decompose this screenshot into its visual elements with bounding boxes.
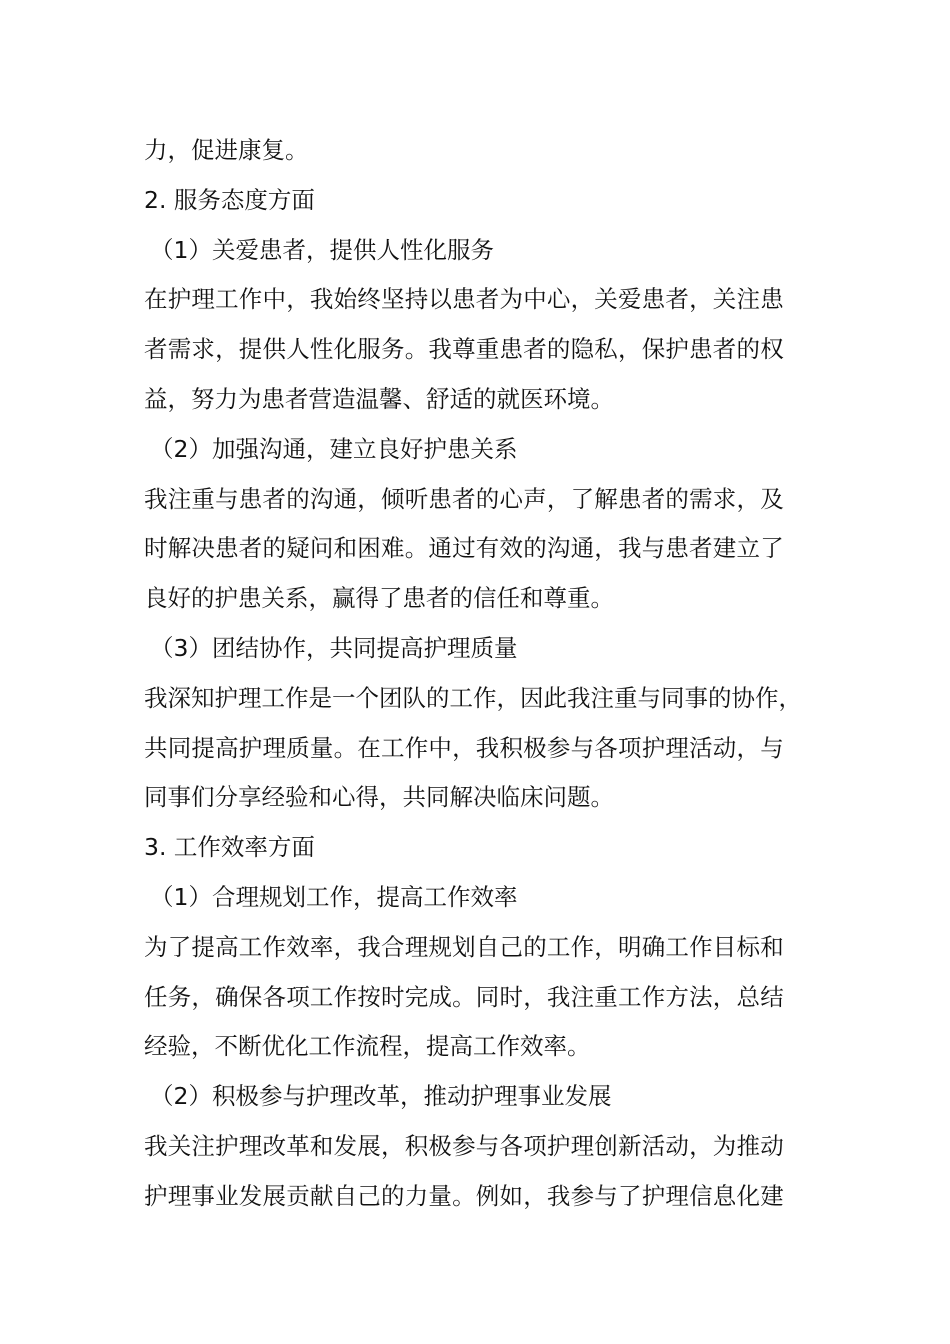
subsection-heading: （2）积极参与护理改革，推动护理事业发展 bbox=[150, 1082, 612, 1111]
paragraph-line: 我深知护理工作是一个团队的工作，因此我注重与同事的协作， bbox=[144, 683, 802, 712]
paragraph-line: 同事们分享经验和心得，共同解决临床问题。 bbox=[144, 783, 614, 812]
paragraph-line: 为了提高工作效率，我合理规划自己的工作，明确工作目标和 bbox=[144, 932, 784, 961]
document-body bbox=[144, 126, 824, 1222]
paragraph-line: 益，努力为患者营造温馨、舒适的就医环境。 bbox=[144, 384, 614, 413]
section-heading: 3. 工作效率方面 bbox=[144, 833, 315, 862]
subsection-heading: （2）加强沟通，建立良好护患关系 bbox=[150, 434, 518, 463]
paragraph-line: 力，促进康复。 bbox=[144, 136, 309, 164]
paragraph-line: 经验，不断优化工作流程，提高工作效率。 bbox=[144, 1032, 591, 1061]
paragraph-line: 良好的护患关系，赢得了患者的信任和尊重。 bbox=[144, 584, 614, 613]
paragraph-line: 我关注护理改革和发展，积极参与各项护理创新活动，为推动 bbox=[144, 1131, 784, 1160]
section-heading: 2. 服务态度方面 bbox=[144, 185, 315, 214]
paragraph-line: 共同提高护理质量。在工作中，我积极参与各项护理活动，与 bbox=[144, 733, 784, 762]
subsection-heading: （1）合理规划工作，提高工作效率 bbox=[150, 882, 518, 911]
paragraph-line: 者需求，提供人性化服务。我尊重患者的隐私，保护患者的权 bbox=[144, 335, 784, 364]
subsection-heading: （1）关爱患者，提供人性化服务 bbox=[150, 235, 494, 264]
subsection-heading: （3）团结协作，共同提高护理质量 bbox=[150, 633, 518, 662]
paragraph-line: 任务，确保各项工作按时完成。同时，我注重工作方法，总结 bbox=[144, 982, 784, 1011]
paragraph-line: 护理事业发展贡献自己的力量。例如，我参与了护理信息化建 bbox=[144, 1181, 784, 1210]
paragraph-line: 时解决患者的疑问和困难。通过有效的沟通，我与患者建立了 bbox=[144, 534, 784, 563]
paragraph-line: 在护理工作中，我始终坚持以患者为中心，关爱患者，关注患 bbox=[144, 285, 784, 314]
paragraph-line: 我注重与患者的沟通，倾听患者的心声，了解患者的需求，及 bbox=[144, 484, 784, 513]
